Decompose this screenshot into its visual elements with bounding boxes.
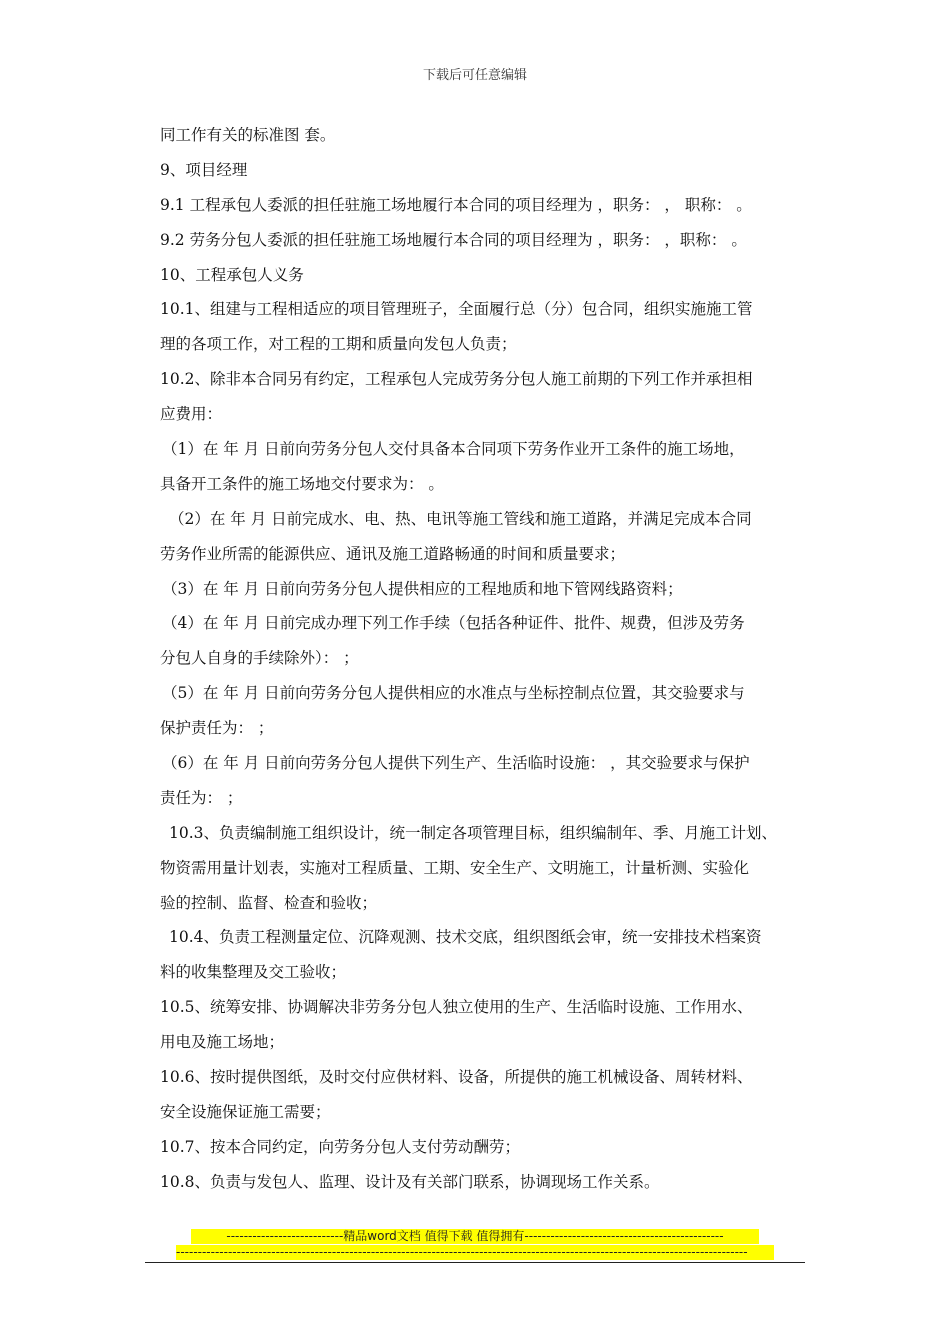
text-line: 分包人自身的手续除外）： ； bbox=[160, 649, 359, 668]
section-heading: 9、项目经理 bbox=[160, 160, 248, 179]
text-line: （5）在 年 月 日前向劳务分包人提供相应的水准点与坐标控制点位置，其交验要求与 bbox=[162, 684, 745, 703]
text-line: 具备开工条件的施工场地交付要求为： 。 bbox=[160, 474, 444, 493]
text-line: （3）在 年 月 日前向劳务分包人提供相应的工程地质和地下管网线路资料； bbox=[162, 579, 683, 598]
text-line: 料的收集整理及交工验收； bbox=[160, 963, 347, 982]
text-line: 10.7、按本合同约定，向劳务分包人支付劳动酬劳； bbox=[160, 1137, 521, 1156]
text-line: 9.2 劳务分包人委派的担任驻施工场地履行本合同的项目经理为 ，职务： ，职称： 。 bbox=[160, 230, 747, 249]
text-line: 劳务作业所需的能源供应、通讯及施工道路畅通的时间和质量要求； bbox=[160, 544, 626, 563]
text-line: 理的各项工作，对工程的工期和质量向发包人负责； bbox=[160, 335, 517, 354]
text-line: 责任为： ； bbox=[160, 788, 243, 807]
text-line: 10.2、除非本合同另有约定，工程承包人完成劳务分包人施工前期的下列工作并承担相 bbox=[160, 370, 753, 389]
text-line: （1）在 年 月 日前向劳务分包人交付具备本合同项下劳务作业开工条件的施工场地， bbox=[162, 440, 745, 459]
text-line: 保护责任为： ； bbox=[160, 719, 274, 738]
page-header: 下载后可任意编辑 bbox=[422, 68, 527, 83]
text-line: 10.1、组建与工程相适应的项目管理班子，全面履行总（分）包合同，组织实施施工管 bbox=[160, 300, 753, 319]
section-heading: 10、工程承包人义务 bbox=[160, 265, 304, 284]
text-line: 10.3、负责编制施工组织设计，统一制定各项管理目标，组织编制年、季、月施工计划、 bbox=[169, 823, 778, 842]
text-line: 10.8、负责与发包人、监理、设计及有关部门联系，协调现场工作关系。 bbox=[160, 1172, 660, 1191]
footer-banner: ---------------------------精品word文档 值得下载 值得拥有---------------------------------------------- bbox=[191, 1229, 759, 1244]
footer-rule bbox=[145, 1262, 805, 1263]
text-line: （6）在 年 月 日前向劳务分包人提供下列生产、生活临时设施： ，其交验要求与保护 bbox=[162, 754, 750, 773]
text-line: （2）在 年 月 日前完成水、电、热、电讯等施工管线和施工道路，并满足完成本合同 bbox=[169, 509, 752, 528]
footer-divider-dashes: ------------------------------------------------------------------------------------------------------------------------------------ bbox=[176, 1245, 774, 1260]
text-line: 9.1 工程承包人委派的担任驻施工场地履行本合同的项目经理为 ，职务： ， 职称： 。 bbox=[160, 195, 752, 214]
document-body bbox=[160, 118, 820, 1200]
text-line: 验的控制、监督、检查和验收； bbox=[160, 893, 378, 912]
text-line: 同工作有关的标准图 套。 bbox=[160, 126, 336, 144]
text-line: 用电及施工场地； bbox=[160, 1033, 285, 1052]
text-line: 10.4、负责工程测量定位、沉降观测、技术交底，组织图纸会审，统一安排技术档案资 bbox=[169, 928, 762, 947]
text-line: （4）在 年 月 日前完成办理下列工作手续（包括各种证件、批件、规费，但涉及劳务 bbox=[162, 614, 745, 633]
text-line: 应费用： bbox=[160, 405, 223, 424]
text-line: 10.5、统筹安排、协调解决非劳务分包人独立使用的生产、生活临时设施、工作用水、 bbox=[160, 998, 753, 1017]
text-line: 物资需用量计划表，实施对工程质量、工期、安全生产、文明施工，计量析测、实验化 bbox=[160, 858, 750, 877]
text-line: 10.6、按时提供图纸，及时交付应供材料、设备，所提供的施工机械设备、周转材料、 bbox=[160, 1068, 753, 1087]
text-line: 安全设施保证施工需要； bbox=[160, 1102, 331, 1121]
